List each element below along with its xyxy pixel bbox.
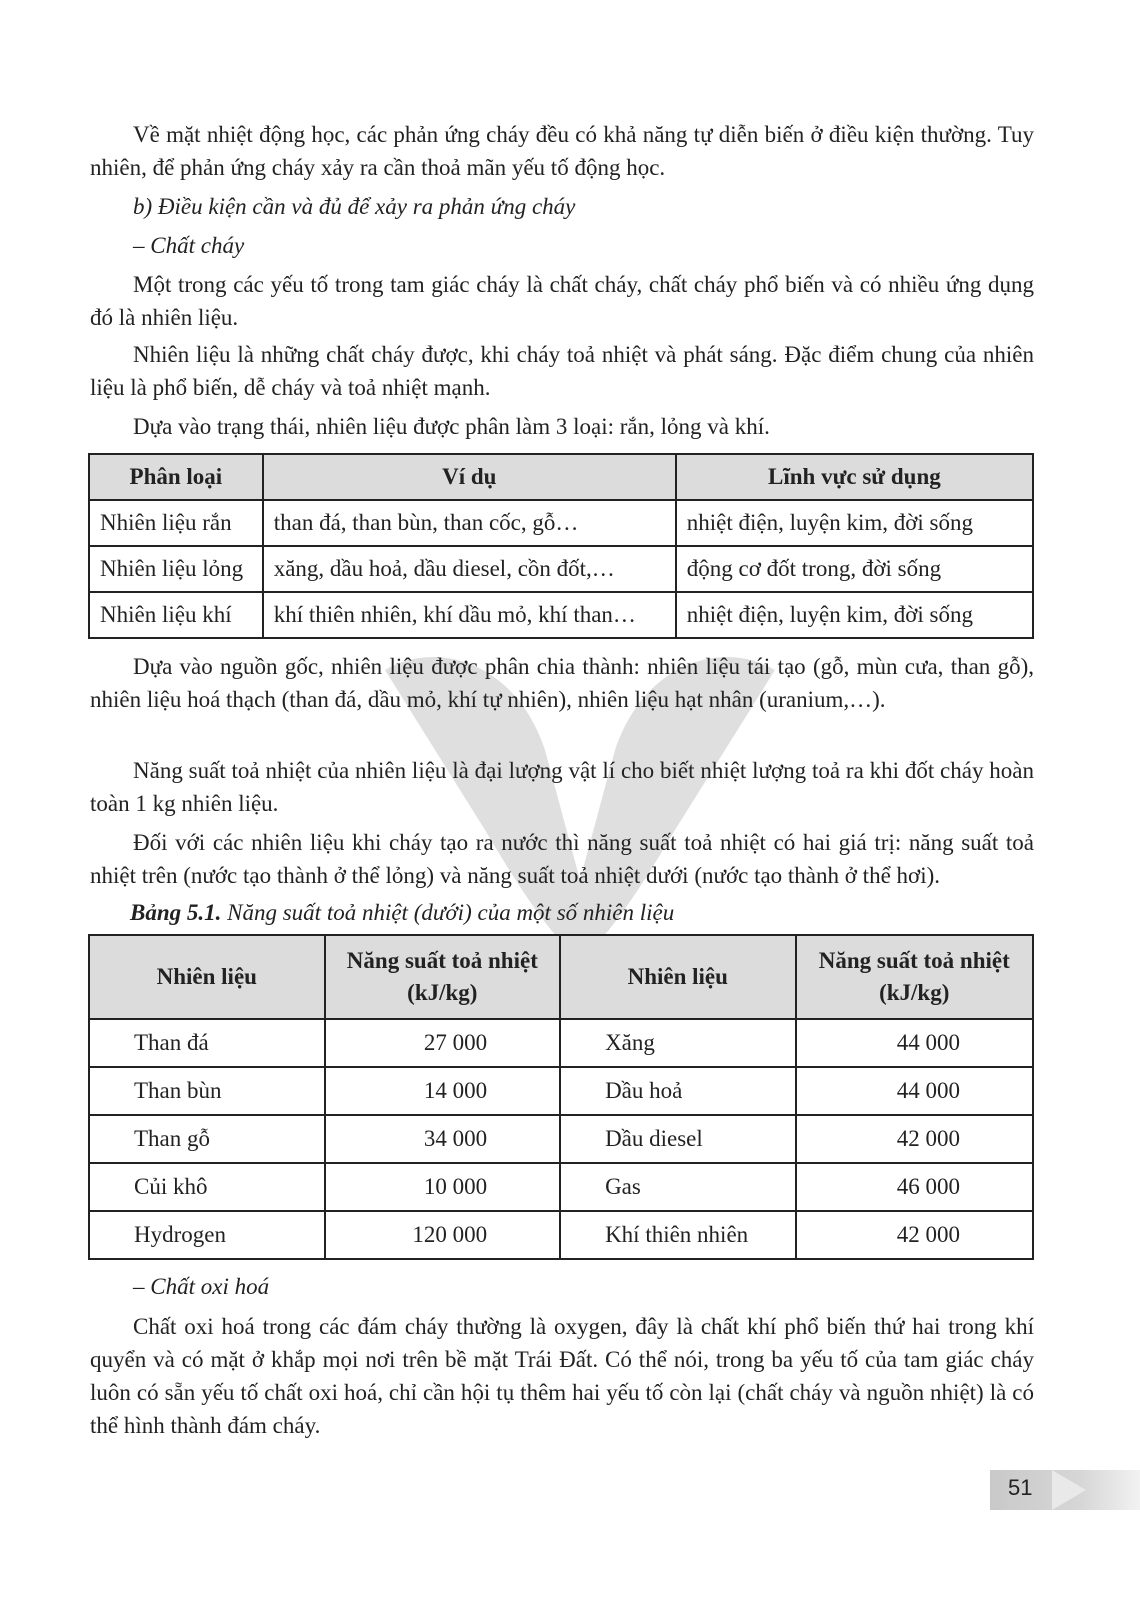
table-cell: Nhiên liệu rắn	[89, 500, 263, 546]
heat-value-paragraph: Năng suất toả nhiệt của nhiên liệu là đại lượng vật lí cho biết nhiệt lượng toả ra khi đốt cháy hoàn toàn 1 kg nhiên liệu.	[90, 758, 1034, 816]
table-cell: 44 000	[796, 1067, 1034, 1115]
table-cell: xăng, dầu hoả, dầu diesel, cồn đốt,…	[263, 546, 676, 592]
origin-paragraph: Dựa vào nguồn gốc, nhiên liệu được phân chia thành: nhiên liệu tái tạo (gỗ, mùn cưa, than gỗ), nhiên liệu hoá thạch (than đá, dầu mỏ, khí tự nhiên), nhiên liệu hạt nhân (uranium,…).	[90, 654, 1034, 712]
oxidizer-paragraph: Chất oxi hoá trong các đám cháy thường là oxygen, đây là chất khí phổ biến thứ hai trong khí quyển và có mặt ở khắp mọi nơi trên bề mặt Trái Đất. Có thể nói, trong ba yếu tố của tam giác cháy luôn có sẵn yếu tố chất oxi hoá, chỉ cần hội tụ thêm hai yếu tố còn lại (chất cháy và nguồn nhiệt) là có thể hình thành đám cháy.	[90, 1314, 1034, 1438]
table-cell: Hydrogen	[89, 1211, 325, 1259]
table-row	[89, 592, 1033, 638]
table-cell: 27 000	[325, 1019, 560, 1067]
table-cell: Dầu diesel	[560, 1115, 795, 1163]
table-caption	[130, 900, 674, 926]
table-cell: khí thiên nhiên, khí dầu mỏ, khí than…	[263, 592, 676, 638]
page-number: 51	[1008, 1475, 1033, 1500]
table-row	[89, 1019, 1033, 1067]
table-cell: nhiệt điện, luyện kim, đời sống	[676, 592, 1033, 638]
table-cell: Than bùn	[89, 1067, 325, 1115]
heat-value-table	[88, 934, 1034, 1260]
table-cell: động cơ đốt trong, đời sống	[676, 546, 1033, 592]
table-cell: Xăng	[560, 1019, 795, 1067]
table-header-cell: Lĩnh vực sử dụng	[676, 454, 1033, 500]
table-cell: 42 000	[796, 1115, 1034, 1163]
fuel-paragraph-1: Một trong các yếu tố trong tam giác cháy là chất cháy, chất cháy phổ biến và có nhiều ứng dụng đó là nhiên liệu.	[90, 272, 1034, 330]
subheading-oxidizer: – Chất oxi hoá	[133, 1274, 270, 1299]
table-header-cell: Năng suất toả nhiệt (kJ/kg)	[325, 935, 560, 1019]
table-cell: Than đá	[89, 1019, 325, 1067]
table-cell: 14 000	[325, 1067, 560, 1115]
page-arrow-icon	[1052, 1470, 1086, 1510]
table-header-row	[89, 935, 1033, 1019]
fuel-state-intro: Dựa vào trạng thái, nhiên liệu được phân làm 3 loại: rắn, lỏng và khí.	[133, 414, 770, 439]
table-header-cell: Ví dụ	[263, 454, 676, 500]
table-cell: Nhiên liệu khí	[89, 592, 263, 638]
fuel-paragraph-2: Nhiên liệu là những chất cháy được, khi cháy toả nhiệt và phát sáng. Đặc điểm chung của nhiên liệu là phổ biến, dễ cháy và toả nhiệt mạnh.	[90, 342, 1034, 400]
table-cell: 120 000	[325, 1211, 560, 1259]
intro-paragraph: Về mặt nhiệt động học, các phản ứng cháy đều có khả năng tự diễn biến ở điều kiện thường. Tuy nhiên, để phản ứng cháy xảy ra cần thoả mãn yếu tố động học.	[90, 122, 1034, 180]
table-cell: 10 000	[325, 1163, 560, 1211]
table-row	[89, 500, 1033, 546]
table-header-cell: Năng suất toả nhiệt (kJ/kg)	[796, 935, 1034, 1019]
table-cell: 34 000	[325, 1115, 560, 1163]
table-cell: 44 000	[796, 1019, 1034, 1067]
table-cell: Củi khô	[89, 1163, 325, 1211]
table-header-cell: Nhiên liệu	[89, 935, 325, 1019]
subheading-fuel: – Chất cháy	[133, 233, 245, 258]
table-row	[89, 1115, 1033, 1163]
table-cell: than đá, than bùn, than cốc, gỗ…	[263, 500, 676, 546]
table-header-cell: Phân loại	[89, 454, 263, 500]
table-cell: Khí thiên nhiên	[560, 1211, 795, 1259]
table-cell: Nhiên liệu lỏng	[89, 546, 263, 592]
fuel-classification-table	[88, 453, 1034, 639]
table-row	[89, 546, 1033, 592]
table-header-cell: Nhiên liệu	[560, 935, 795, 1019]
section-heading-b: b) Điều kiện cần và đủ để xảy ra phản ứng cháy	[133, 194, 576, 219]
table-row	[89, 1163, 1033, 1211]
table-cell: nhiệt điện, luyện kim, đời sống	[676, 500, 1033, 546]
table-caption-label: Bảng 5.1.	[130, 900, 222, 925]
table-cell: 42 000	[796, 1211, 1034, 1259]
table-header-row	[89, 454, 1033, 500]
table-row	[89, 1211, 1033, 1259]
water-paragraph: Đối với các nhiên liệu khi cháy tạo ra nước thì năng suất toả nhiệt có hai giá trị: năng suất toả nhiệt trên (nước tạo thành ở thể lỏng) và năng suất toả nhiệt dưới (nước tạo thành ở thể hơi).	[90, 830, 1034, 888]
table-row	[89, 1067, 1033, 1115]
table-cell: Dầu hoả	[560, 1067, 795, 1115]
table-cell: Than gỗ	[89, 1115, 325, 1163]
table-cell: 46 000	[796, 1163, 1034, 1211]
table-cell: Gas	[560, 1163, 795, 1211]
table-caption-text: Năng suất toả nhiệt (dưới) của một số nhiên liệu	[227, 900, 675, 925]
